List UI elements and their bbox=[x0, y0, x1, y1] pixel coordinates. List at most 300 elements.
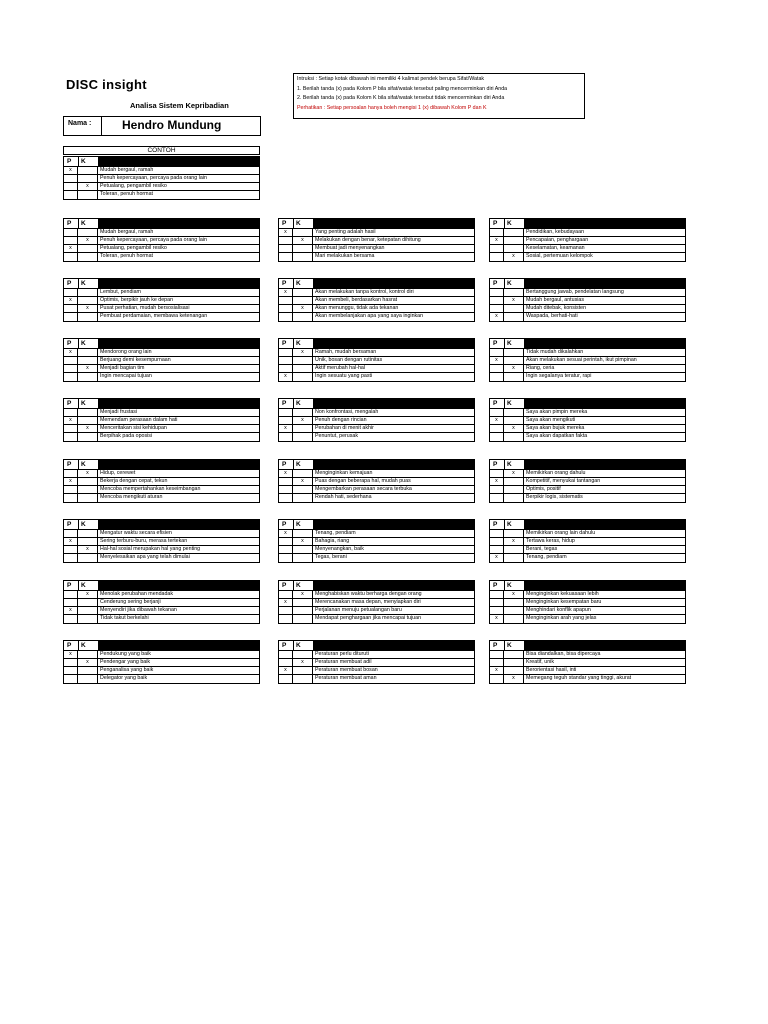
k-checkbox[interactable]: x bbox=[78, 237, 98, 244]
statement-text: Mengatur waktu secara efisien bbox=[100, 530, 172, 536]
k-checkbox[interactable] bbox=[293, 470, 313, 477]
k-checkbox[interactable]: x bbox=[504, 591, 524, 598]
statement-text: Tegas, berani bbox=[315, 554, 347, 560]
k-checkbox[interactable] bbox=[293, 546, 313, 553]
statement-row bbox=[64, 675, 259, 683]
p-checkbox[interactable] bbox=[64, 615, 78, 623]
statement-row bbox=[64, 667, 259, 675]
k-checkbox[interactable] bbox=[504, 433, 524, 441]
statement-row bbox=[490, 599, 685, 607]
statement-text: Hidup, cerewet bbox=[100, 470, 136, 476]
k-checkbox[interactable] bbox=[293, 530, 313, 537]
k-checkbox[interactable] bbox=[293, 615, 313, 623]
p-checkbox[interactable] bbox=[279, 297, 293, 304]
k-checkbox[interactable] bbox=[78, 175, 98, 182]
p-checkbox[interactable]: x bbox=[64, 607, 78, 614]
k-checkbox[interactable]: x bbox=[293, 659, 313, 666]
k-checkbox[interactable] bbox=[78, 651, 98, 658]
p-checkbox[interactable] bbox=[490, 409, 504, 416]
p-checkbox[interactable] bbox=[279, 486, 293, 493]
k-checkbox[interactable] bbox=[504, 615, 524, 623]
k-checkbox[interactable] bbox=[293, 433, 313, 441]
k-checkbox[interactable] bbox=[78, 554, 98, 562]
p-checkbox[interactable]: x bbox=[64, 297, 78, 304]
block-header bbox=[64, 219, 259, 229]
p-checkbox[interactable] bbox=[64, 313, 78, 321]
k-checkbox[interactable] bbox=[78, 297, 98, 304]
k-checkbox[interactable] bbox=[293, 494, 313, 502]
k-checkbox[interactable] bbox=[78, 538, 98, 545]
header-bar bbox=[98, 339, 259, 348]
p-checkbox[interactable] bbox=[64, 253, 78, 261]
statement-row bbox=[490, 425, 685, 433]
statement-text: Saya akan pimpin mereka bbox=[526, 409, 588, 415]
col-p-label: P bbox=[493, 521, 498, 528]
k-checkbox[interactable] bbox=[293, 229, 313, 236]
k-checkbox[interactable] bbox=[293, 289, 313, 296]
statement-text: Bahagia, riang bbox=[315, 538, 350, 544]
p-checkbox[interactable] bbox=[64, 183, 78, 190]
statement-text: Tidak mudah dikalahkan bbox=[526, 349, 584, 355]
statement-row bbox=[490, 667, 685, 675]
k-checkbox[interactable]: x bbox=[293, 237, 313, 244]
p-checkbox[interactable] bbox=[279, 245, 293, 252]
k-checkbox[interactable] bbox=[78, 409, 98, 416]
question-block bbox=[63, 459, 260, 503]
p-checkbox[interactable]: x bbox=[490, 313, 504, 321]
k-checkbox[interactable]: x bbox=[78, 470, 98, 477]
name-box bbox=[63, 116, 261, 136]
statement-text: Ingin sesuatu yang pasti bbox=[315, 373, 373, 379]
statement-text: Menyendiri jika dibawah tekanan bbox=[100, 607, 177, 613]
k-checkbox[interactable] bbox=[504, 478, 524, 485]
p-checkbox[interactable] bbox=[490, 659, 504, 666]
statement-text: Peraturan membuat bosan bbox=[315, 667, 378, 673]
p-checkbox[interactable] bbox=[64, 191, 78, 199]
k-checkbox[interactable] bbox=[504, 599, 524, 606]
p-checkbox[interactable] bbox=[64, 409, 78, 416]
k-checkbox[interactable] bbox=[78, 373, 98, 381]
col-k-label: K bbox=[78, 219, 98, 228]
p-checkbox[interactable]: x bbox=[279, 229, 293, 236]
p-checkbox[interactable] bbox=[64, 175, 78, 182]
k-checkbox[interactable] bbox=[78, 245, 98, 252]
p-checkbox[interactable] bbox=[490, 675, 504, 683]
k-checkbox[interactable]: x bbox=[293, 417, 313, 424]
p-checkbox[interactable] bbox=[490, 470, 504, 477]
name-value: Hendro Mundung bbox=[122, 118, 222, 132]
p-checkbox[interactable] bbox=[64, 486, 78, 493]
k-checkbox[interactable] bbox=[78, 349, 98, 356]
statement-row bbox=[64, 615, 259, 623]
p-checkbox[interactable] bbox=[279, 615, 293, 623]
header-bar bbox=[524, 219, 685, 228]
k-checkbox[interactable]: x bbox=[504, 253, 524, 261]
p-checkbox[interactable] bbox=[490, 365, 504, 372]
p-checkbox[interactable] bbox=[490, 305, 504, 312]
header-bar bbox=[98, 279, 259, 288]
p-checkbox[interactable] bbox=[64, 554, 78, 562]
statement-text: Non konfrontasi, mengalah bbox=[315, 409, 379, 415]
p-checkbox[interactable]: x bbox=[64, 245, 78, 252]
p-checkbox[interactable] bbox=[490, 599, 504, 606]
col-p-label: P bbox=[67, 220, 72, 227]
k-checkbox[interactable] bbox=[78, 167, 98, 174]
p-checkbox[interactable]: x bbox=[279, 373, 293, 381]
statement-text: Tertawa keras, hidup bbox=[526, 538, 575, 544]
k-checkbox[interactable]: x bbox=[78, 591, 98, 598]
p-checkbox[interactable] bbox=[490, 651, 504, 658]
k-checkbox[interactable] bbox=[504, 607, 524, 614]
p-checkbox[interactable] bbox=[279, 349, 293, 356]
statement-text: Menyenangkan, baik bbox=[315, 546, 364, 552]
p-checkbox[interactable] bbox=[279, 357, 293, 364]
k-checkbox[interactable] bbox=[504, 417, 524, 424]
p-checkbox[interactable] bbox=[279, 313, 293, 321]
statement-row bbox=[279, 365, 474, 373]
block-header bbox=[490, 520, 685, 530]
p-checkbox[interactable] bbox=[490, 530, 504, 537]
k-checkbox[interactable] bbox=[293, 313, 313, 321]
statement-row bbox=[64, 659, 259, 667]
k-checkbox[interactable]: x bbox=[504, 538, 524, 545]
p-checkbox[interactable] bbox=[64, 530, 78, 537]
k-checkbox[interactable]: x bbox=[78, 659, 98, 666]
instruction-line: 1. Berilah tanda (x) pada Kolom P bila sifat/watak tersebut paling mencerminkan diri Anda bbox=[297, 85, 508, 92]
k-checkbox[interactable] bbox=[78, 615, 98, 623]
statement-text: Perjalanan menuju petualangan baru bbox=[315, 607, 402, 613]
p-checkbox[interactable] bbox=[64, 675, 78, 683]
statement-row bbox=[279, 599, 474, 607]
k-checkbox[interactable]: x bbox=[293, 305, 313, 312]
statement-row bbox=[64, 373, 259, 381]
p-checkbox[interactable] bbox=[64, 659, 78, 666]
header-bar bbox=[98, 399, 259, 408]
k-checkbox[interactable]: x bbox=[504, 297, 524, 304]
k-checkbox[interactable] bbox=[293, 409, 313, 416]
statement-row bbox=[490, 229, 685, 237]
p-checkbox[interactable] bbox=[490, 349, 504, 356]
statement-row bbox=[64, 554, 259, 562]
p-checkbox[interactable]: x bbox=[279, 289, 293, 296]
k-checkbox[interactable] bbox=[504, 349, 524, 356]
statement-text: Delegator yang baik bbox=[100, 675, 148, 681]
p-checkbox[interactable] bbox=[64, 305, 78, 312]
p-checkbox[interactable] bbox=[64, 591, 78, 598]
p-checkbox[interactable]: x bbox=[64, 538, 78, 545]
statement-text: Akan melakukan sesuai perintah, ikut pimpinan bbox=[526, 357, 637, 363]
p-checkbox[interactable] bbox=[64, 357, 78, 364]
statement-row bbox=[490, 591, 685, 599]
p-checkbox[interactable]: x bbox=[64, 651, 78, 658]
header-bar bbox=[313, 581, 474, 590]
p-checkbox[interactable] bbox=[279, 546, 293, 553]
k-checkbox[interactable] bbox=[78, 229, 98, 236]
p-checkbox[interactable] bbox=[279, 651, 293, 658]
statement-text: Hal-hal sosial merupakan hal yang penting bbox=[100, 546, 201, 552]
k-checkbox[interactable] bbox=[293, 667, 313, 674]
k-checkbox[interactable]: x bbox=[293, 478, 313, 485]
k-checkbox[interactable] bbox=[504, 237, 524, 244]
k-checkbox[interactable] bbox=[504, 494, 524, 502]
p-checkbox[interactable] bbox=[279, 591, 293, 598]
col-p-label: P bbox=[493, 400, 498, 407]
k-checkbox[interactable]: x bbox=[78, 546, 98, 553]
k-checkbox[interactable] bbox=[78, 478, 98, 485]
k-checkbox[interactable] bbox=[293, 675, 313, 683]
statement-text: Memikirkan orang dahulu bbox=[526, 470, 586, 476]
p-checkbox[interactable]: x bbox=[279, 599, 293, 606]
p-checkbox[interactable] bbox=[64, 365, 78, 372]
p-checkbox[interactable] bbox=[64, 546, 78, 553]
k-checkbox[interactable] bbox=[293, 253, 313, 261]
header-bar bbox=[524, 520, 685, 529]
p-checkbox[interactable] bbox=[64, 470, 78, 477]
k-checkbox[interactable]: x bbox=[78, 365, 98, 372]
k-checkbox[interactable] bbox=[504, 373, 524, 381]
statement-row bbox=[490, 478, 685, 486]
statement-row bbox=[279, 675, 474, 683]
p-checkbox[interactable]: x bbox=[490, 237, 504, 244]
k-checkbox[interactable]: x bbox=[78, 305, 98, 312]
k-checkbox[interactable]: x bbox=[504, 675, 524, 683]
p-checkbox[interactable] bbox=[279, 675, 293, 683]
k-checkbox[interactable]: x bbox=[78, 183, 98, 190]
statement-text: Memegang teguh standar yang tinggi, akurat bbox=[526, 675, 632, 681]
header-bar bbox=[313, 219, 474, 228]
p-checkbox[interactable]: x bbox=[490, 417, 504, 424]
k-checkbox[interactable]: x bbox=[504, 425, 524, 432]
p-checkbox[interactable] bbox=[279, 365, 293, 372]
statement-row bbox=[490, 486, 685, 494]
statement-row bbox=[279, 667, 474, 675]
p-checkbox[interactable] bbox=[490, 425, 504, 432]
statement-text: Penuh kepercayaan, percaya pada orang lain bbox=[100, 175, 207, 181]
p-checkbox[interactable] bbox=[490, 433, 504, 441]
p-checkbox[interactable] bbox=[490, 229, 504, 236]
p-checkbox[interactable] bbox=[490, 607, 504, 614]
k-checkbox[interactable]: x bbox=[78, 425, 98, 432]
p-checkbox[interactable] bbox=[279, 253, 293, 261]
col-p-label: P bbox=[67, 280, 72, 287]
k-checkbox[interactable] bbox=[293, 297, 313, 304]
block-header bbox=[64, 520, 259, 530]
k-checkbox[interactable] bbox=[504, 357, 524, 364]
k-checkbox[interactable] bbox=[504, 486, 524, 493]
p-checkbox[interactable]: x bbox=[490, 667, 504, 674]
col-k-label: K bbox=[78, 157, 98, 166]
col-k-label: K bbox=[504, 219, 524, 228]
statement-row bbox=[279, 313, 474, 321]
k-checkbox[interactable] bbox=[293, 365, 313, 372]
k-checkbox[interactable] bbox=[78, 486, 98, 493]
k-checkbox[interactable] bbox=[504, 409, 524, 416]
statement-row bbox=[64, 349, 259, 357]
p-checkbox[interactable] bbox=[279, 409, 293, 416]
k-checkbox[interactable] bbox=[504, 313, 524, 321]
col-k-label: K bbox=[78, 641, 98, 650]
statement-text: Aktif merubah hal-hal bbox=[315, 365, 366, 371]
p-checkbox[interactable] bbox=[279, 538, 293, 545]
statement-text: Ramah, mudah bersaman bbox=[315, 349, 377, 355]
p-checkbox[interactable]: x bbox=[490, 615, 504, 623]
statement-text: Akan melakukan tanpa kontrol, kontrol diri bbox=[315, 289, 414, 295]
p-checkbox[interactable] bbox=[490, 373, 504, 381]
k-checkbox[interactable] bbox=[78, 253, 98, 261]
statement-row bbox=[279, 607, 474, 615]
p-checkbox[interactable] bbox=[490, 591, 504, 598]
statement-row bbox=[490, 253, 685, 261]
p-checkbox[interactable]: x bbox=[64, 349, 78, 356]
k-checkbox[interactable] bbox=[504, 289, 524, 296]
statement-row bbox=[279, 433, 474, 441]
p-checkbox[interactable] bbox=[490, 253, 504, 261]
k-checkbox[interactable] bbox=[78, 417, 98, 424]
p-checkbox[interactable]: x bbox=[64, 417, 78, 424]
p-checkbox[interactable] bbox=[64, 494, 78, 502]
statement-row bbox=[279, 253, 474, 261]
p-checkbox[interactable] bbox=[279, 478, 293, 485]
statement-text: Menyelesaikan apa yang telah dimulai bbox=[100, 554, 190, 560]
block-header bbox=[64, 641, 259, 651]
p-checkbox[interactable] bbox=[279, 494, 293, 502]
statement-text: Optimis, positif bbox=[526, 486, 561, 492]
p-checkbox[interactable] bbox=[64, 425, 78, 432]
col-k-label: K bbox=[504, 399, 524, 408]
statement-text: Penganalisa yang baik bbox=[100, 667, 154, 673]
p-checkbox[interactable]: x bbox=[490, 357, 504, 364]
k-checkbox[interactable] bbox=[504, 229, 524, 236]
k-checkbox[interactable] bbox=[78, 313, 98, 321]
statement-text: Mudah ditebak, konsisten bbox=[526, 305, 587, 311]
k-checkbox[interactable] bbox=[293, 373, 313, 381]
k-checkbox[interactable] bbox=[78, 357, 98, 364]
p-checkbox[interactable] bbox=[279, 554, 293, 562]
k-checkbox[interactable] bbox=[78, 667, 98, 674]
statement-row bbox=[490, 538, 685, 546]
k-checkbox[interactable] bbox=[504, 659, 524, 666]
p-checkbox[interactable] bbox=[64, 667, 78, 674]
p-checkbox[interactable]: x bbox=[490, 554, 504, 562]
p-checkbox[interactable] bbox=[490, 289, 504, 296]
p-checkbox[interactable] bbox=[490, 486, 504, 493]
k-checkbox[interactable] bbox=[504, 554, 524, 562]
k-checkbox[interactable]: x bbox=[504, 365, 524, 372]
k-checkbox[interactable] bbox=[78, 191, 98, 199]
p-checkbox[interactable] bbox=[279, 417, 293, 424]
k-checkbox[interactable] bbox=[78, 607, 98, 614]
k-checkbox[interactable] bbox=[293, 651, 313, 658]
p-checkbox[interactable] bbox=[279, 433, 293, 441]
k-checkbox[interactable] bbox=[293, 599, 313, 606]
statement-text: Penuh dengan rincian bbox=[315, 417, 367, 423]
col-p-label: P bbox=[282, 582, 287, 589]
col-k-label: K bbox=[78, 279, 98, 288]
p-checkbox[interactable] bbox=[64, 237, 78, 244]
statement-text: Menginginkan arah yang jelas bbox=[526, 615, 597, 621]
statement-text: Pembuat perdamaian, membawa ketenangan bbox=[100, 313, 208, 319]
p-checkbox[interactable] bbox=[490, 494, 504, 502]
k-checkbox[interactable]: x bbox=[293, 349, 313, 356]
k-checkbox[interactable] bbox=[504, 546, 524, 553]
k-checkbox[interactable]: x bbox=[293, 538, 313, 545]
statement-row bbox=[64, 305, 259, 313]
k-checkbox[interactable] bbox=[78, 433, 98, 441]
k-checkbox[interactable] bbox=[293, 486, 313, 493]
statement-row bbox=[490, 470, 685, 478]
k-checkbox[interactable] bbox=[293, 425, 313, 432]
statement-text: Peraturan membuat aman bbox=[315, 675, 377, 681]
block-header bbox=[279, 219, 474, 229]
p-checkbox[interactable]: x bbox=[279, 667, 293, 674]
p-checkbox[interactable]: x bbox=[64, 478, 78, 485]
p-checkbox[interactable] bbox=[64, 433, 78, 441]
k-checkbox[interactable]: x bbox=[293, 591, 313, 598]
k-checkbox[interactable] bbox=[78, 599, 98, 606]
question-block bbox=[278, 278, 475, 322]
p-checkbox[interactable] bbox=[490, 538, 504, 545]
p-checkbox[interactable] bbox=[490, 297, 504, 304]
p-checkbox[interactable] bbox=[279, 237, 293, 244]
k-checkbox[interactable] bbox=[293, 607, 313, 614]
header-bar bbox=[524, 581, 685, 590]
statement-text: Berpikir logis, sistematis bbox=[526, 494, 583, 500]
question-block bbox=[489, 519, 686, 563]
p-checkbox[interactable]: x bbox=[279, 530, 293, 537]
k-checkbox[interactable] bbox=[504, 305, 524, 312]
col-k-label: K bbox=[78, 520, 98, 529]
statement-row bbox=[64, 417, 259, 425]
k-checkbox[interactable] bbox=[504, 667, 524, 674]
k-checkbox[interactable] bbox=[78, 494, 98, 502]
p-checkbox[interactable] bbox=[279, 607, 293, 614]
p-checkbox[interactable] bbox=[64, 229, 78, 236]
k-checkbox[interactable] bbox=[78, 530, 98, 537]
k-checkbox[interactable] bbox=[504, 245, 524, 252]
p-checkbox[interactable] bbox=[279, 305, 293, 312]
p-checkbox[interactable]: x bbox=[490, 478, 504, 485]
k-checkbox[interactable] bbox=[293, 357, 313, 364]
k-checkbox[interactable] bbox=[293, 245, 313, 252]
statement-text: Pencapaian, penghargaan bbox=[526, 237, 589, 243]
k-checkbox[interactable] bbox=[78, 675, 98, 683]
p-checkbox[interactable]: x bbox=[64, 167, 78, 174]
p-checkbox[interactable] bbox=[490, 546, 504, 553]
k-checkbox[interactable] bbox=[78, 289, 98, 296]
statement-text: Pendidikan, kebudayaan bbox=[526, 229, 585, 235]
p-checkbox[interactable] bbox=[279, 659, 293, 666]
p-checkbox[interactable] bbox=[64, 373, 78, 381]
header-bar bbox=[98, 581, 259, 590]
statement-text: Kreatif, unik bbox=[526, 659, 554, 665]
statement-text: Menginginkan kesempatan baru bbox=[526, 599, 602, 605]
p-checkbox[interactable] bbox=[64, 289, 78, 296]
p-checkbox[interactable] bbox=[490, 245, 504, 252]
statement-text: Mencoba mengikuti aturan bbox=[100, 494, 163, 500]
k-checkbox[interactable]: x bbox=[504, 470, 524, 477]
k-checkbox[interactable] bbox=[504, 530, 524, 537]
question-block bbox=[278, 519, 475, 563]
k-checkbox[interactable] bbox=[504, 651, 524, 658]
statement-row bbox=[64, 433, 259, 441]
p-checkbox[interactable] bbox=[64, 599, 78, 606]
col-k-label: K bbox=[504, 581, 524, 590]
statement-text: Ingin mencapai tujuan bbox=[100, 373, 152, 379]
p-checkbox[interactable]: x bbox=[279, 470, 293, 477]
k-checkbox[interactable] bbox=[293, 554, 313, 562]
statement-row bbox=[64, 357, 259, 365]
p-checkbox[interactable]: x bbox=[279, 425, 293, 432]
